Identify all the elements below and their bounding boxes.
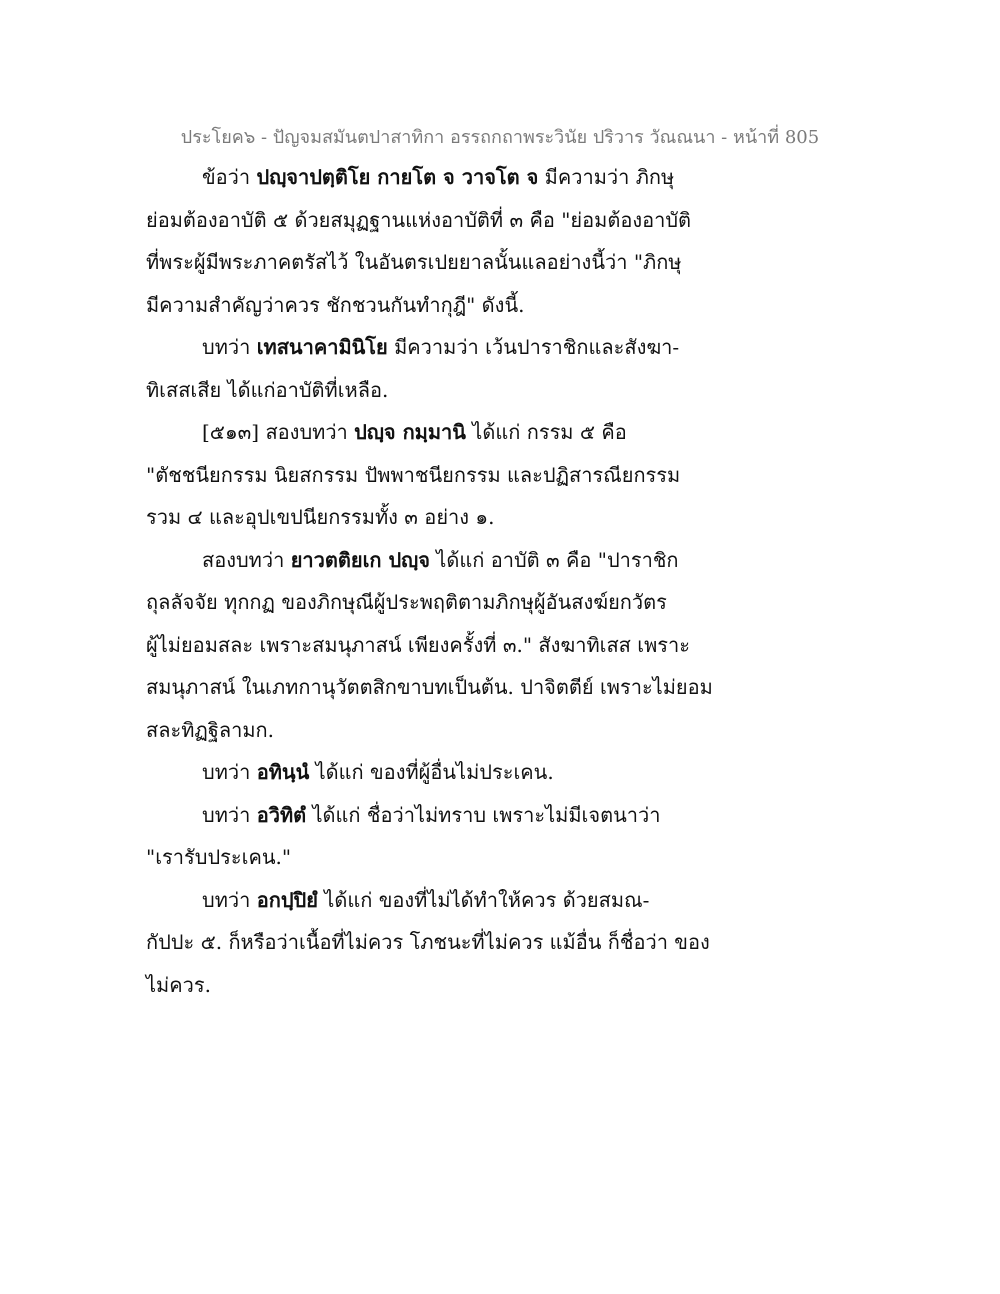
text-run: สละทิฏฐิลามก. [146,717,274,742]
text-line [146,241,746,284]
paragraph [146,326,746,411]
bold-term: อวิทิตํ [256,802,307,827]
text-line [146,199,746,242]
text-run: สมนุภาสน์ ในเภทกานุวัตตสิกขาบทเป็นต้น. ปาจิตตีย์ เพราะไม่ยอม [146,675,713,699]
text-line [146,581,746,624]
text-run: ได้แก่ ของที่ผู้อื่นไม่ประเคน. [309,760,554,784]
text-line [146,156,746,199]
text-run: "ตัชชนียกรรม นิยสกรรม ปัพพาชนียกรรม และปฏิสารณียกรรม [146,462,681,487]
bold-term: อทินฺนํ [256,760,310,784]
text-run: ทิเสสเสีย ได้แก่อาบัติที่เหลือ. [146,377,389,402]
text-line [146,751,746,794]
text-line [146,879,746,922]
text-run: บทว่า [202,760,257,784]
text-line [146,836,746,879]
text-line [146,709,746,752]
text-run: ผู้ไม่ยอมสละ เพราะสมนุภาสน์ เพียงครั้งที่ ๓." สังฆาทิเสส เพราะ [146,632,690,657]
paragraph [146,539,746,752]
bold-term: ปญฺจาปตฺติโย กายโต จ วาจโต จ [256,165,539,189]
page-header: ประโยค๖ - ปัญจมสมันตปาสาทิกา อรรถกถาพระวินัย ปริวาร วัณณนา - หน้าที่ 805 [180,127,820,148]
text-run: ที่พระผู้มีพระภาคตรัสไว้ ในอันตรเปยยาลนั้นแลอย่างนี้ว่า "ภิกษุ [146,250,682,274]
text-run: ได้แก่ กรรม ๕ คือ [465,420,627,444]
paragraph [146,794,746,879]
text-line [146,326,746,369]
text-line [146,496,746,539]
text-line [146,624,746,667]
text-line [146,284,746,327]
text-run: กัปปะ ๕. ก็หรือว่าเนื้อที่ไม่ควร โภชนะที่ไม่ควร แม้อื่น ก็ชื่อว่า ของ [146,930,710,954]
text-run: สองบทว่า [202,547,291,572]
document-body [146,156,746,1006]
text-run: ได้แก่ อาบัติ ๓ คือ "ปาราชิก [429,547,679,572]
text-run: ถุลลัจจัย ทุกกฏ ของภิกษุณีผู้ประพฤติตามภิกษุผู้อันสงฆ์ยกวัตร [146,590,667,614]
paragraph [146,879,746,1007]
paragraph [146,156,746,326]
text-line [146,921,746,964]
text-line [146,666,746,709]
bold-term: ปญฺจ กมฺมานิ [354,420,466,444]
text-run: บทว่า [202,335,257,359]
paragraph [146,411,746,539]
text-run: ได้แก่ ชื่อว่าไม่ทราบ เพราะไม่มีเจตนาว่า [306,802,661,827]
bold-term: ยาวตติยเก ปญฺจ [290,547,430,572]
paragraph [146,751,746,794]
text-run: "เรารับประเคน." [146,845,292,869]
text-line [146,964,746,1007]
bold-term: เทสนาคามินิโย [256,335,388,359]
text-run: มีความว่า เว้นปาราชิกและสังฆา- [387,335,680,359]
text-run: ไม่ควร. [146,972,211,997]
bold-term: อกปฺปิยํ [256,887,318,912]
text-run: [๕๑๓] สองบทว่า [202,420,355,444]
text-run: บทว่า [202,802,257,827]
text-run: ข้อว่า [202,165,257,189]
text-run: รวม ๔ และอุปเขปนียกรรมทั้ง ๓ อย่าง ๑. [146,505,495,529]
text-run: ได้แก่ ของที่ไม่ได้ทำให้ควร ด้วยสมณ- [317,887,650,912]
text-run: ย่อมต้องอาบัติ ๕ ด้วยสมุฏฐานแห่งอาบัติที่ ๓ คือ "ย่อมต้องอาบัติ [146,207,692,232]
text-run: มีความสำคัญว่าควร ชักชวนกันทำกุฎี" ดังนี้. [146,292,525,317]
text-line [146,411,746,454]
text-line [146,794,746,837]
text-run: บทว่า [202,887,257,912]
text-run: มีความว่า ภิกษุ [538,165,675,189]
text-line [146,454,746,497]
text-line [146,539,746,582]
text-line [146,369,746,412]
